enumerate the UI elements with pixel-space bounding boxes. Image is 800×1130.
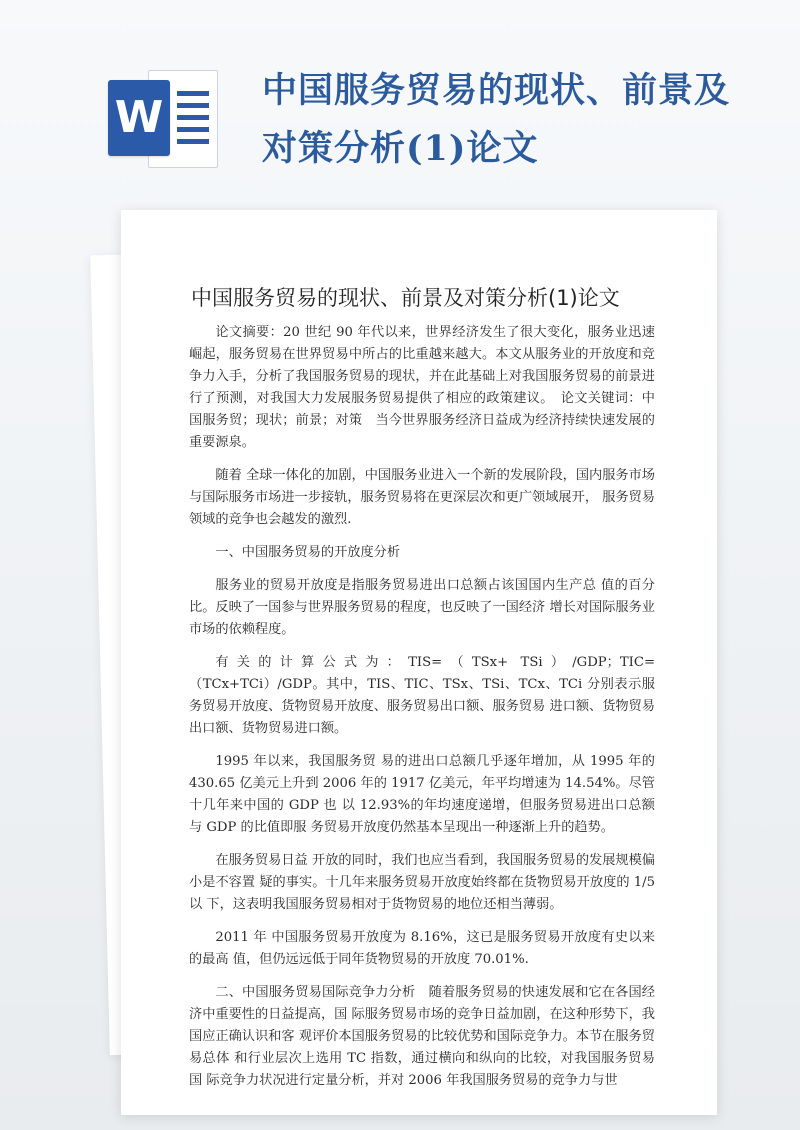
- header: [0, 0, 800, 215]
- document-title-line-1: 中国服务贸易的现状、前景及: [262, 70, 731, 111]
- paragraph-abstract: 论文摘要：20 世纪 90 年代以来，世界经济发生了很大变化，服务业迅速崛起，服务贸易在世界贸易中所占的比重越来越大。本文从服务业的开放度和竞争力入手，分析了我国服务贸易的现状，并在此基础上对我国服务贸易的前景进行了预测，对我国大力发展服务贸易提供了相应的政策建议。 论文关键词：中国服务贸；现状；前景；对策 当今世界服务经济日益成为经济持续快速发展的重要源泉。: [189, 325, 655, 450]
- document-body: [189, 322, 655, 1103]
- document-page: [121, 210, 717, 1115]
- paragraph-openness-definition: 服务业的贸易开放度是指服务贸易进出口总额占该国国内生产总 值的百分比。反映了一国参与世界服务贸易的程度，也反映了一国经济 增长对国际服务业市场的依赖程度。: [189, 578, 655, 637]
- paragraph-competitiveness: 二、中国服务贸易国际竞争力分析 随着服务贸易的快速发展和它在各国经济中重要性的日益提高，国 际服务贸易市场的竞争日益加剧，在这种形势下，我国应正确认识和客 观评价本国服务贸易的比较优势和国际竞争力。本节在服务贸易总体 和行业层次上选用 TC 指数，通过横向和纵向的比较，对我国服务贸易国 际竞争力状况进行定量分析，并对 2006 年我国服务贸易的竞争力与世: [189, 985, 655, 1088]
- paragraph-2011: 2011 年 中国服务贸易开放度为 8.16%，这已是服务贸易开放度有史以来的最高 值，但仍远远低于同年货物贸易的开放度 70.01%.: [189, 930, 655, 967]
- section-heading-openness: 一、中国服务贸易的开放度分析: [215, 545, 401, 560]
- word-document-icon: [108, 70, 218, 166]
- paragraph-formula: 有关的计算公式为：TIS=（TSx+ TSi）/GDP；TIC=（TCx+TCi）/GDP。其中，TIS、TIC、TSx、TSi、TCx、TCi 分别表示服务贸易开放度、货物贸易开放度、服务贸易出口额、服务贸易 进口额、货物贸易出口额、货物贸易进口额。: [189, 655, 655, 736]
- paragraph-growth: 1995 年以来，我国服务贸 易的进出口总额几乎逐年增加，从 1995 年的 430.65 亿美元上升到 2006 年的 1917 亿美元，年平均增速为 14.54%。尽管十几年来中国的 GDP 也 以 12.93%的年均速度递增，但服务贸易进出口总额与 GDP 的比值即服 务贸易开放度仍然基本呈现出一种逐渐上升的趋势。: [189, 754, 655, 835]
- paragraph-globalization: 随着 全球一体化的加剧，中国服务业进入一个新的发展阶段，国内服务市场 与国际服务市场进一步接轨，服务贸易将在更深层次和更广领域展开， 服务贸易领域的竞争也会越发的激烈.: [189, 468, 655, 527]
- page-title: 中国服务贸易的现状、前景及对策分析(1)论文: [191, 286, 620, 310]
- paragraph-scale: 在服务贸易日益 开放的同时，我们也应当看到，我国服务贸易的发展规模偏小是不容置 疑的事实。十几年来服务贸易开放度始终都在货物贸易开放度的 1/5 以 下，这表明我国服务贸易相对于货物贸易的地位还相当薄弱。: [189, 853, 655, 912]
- word-letter-icon: W: [108, 80, 170, 156]
- document-title-line-2: 对策分析(1)论文: [262, 128, 539, 169]
- document-title: [262, 62, 782, 178]
